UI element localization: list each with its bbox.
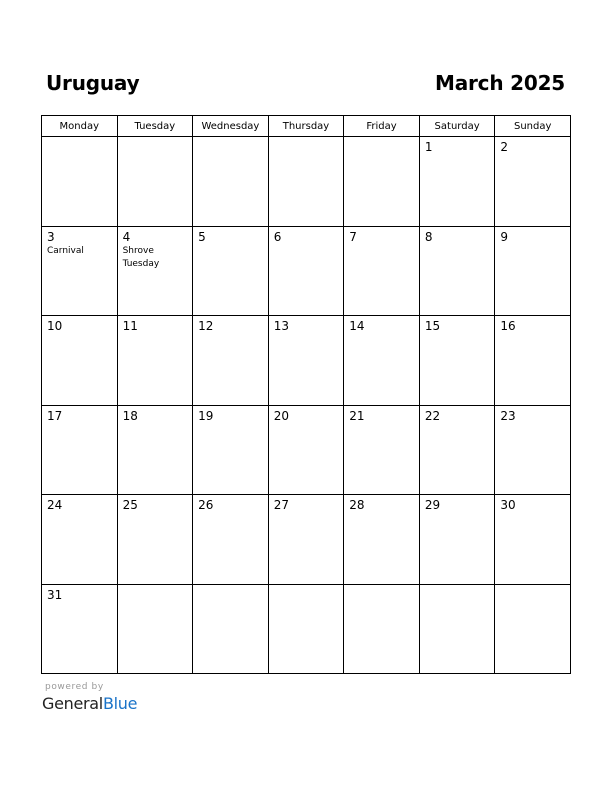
day-number: 25 bbox=[122, 498, 138, 512]
brand-general-text: General bbox=[42, 694, 103, 713]
empty-day-cell bbox=[344, 137, 420, 227]
day-cell-5 bbox=[193, 226, 269, 316]
day-number: 24 bbox=[47, 498, 63, 512]
day-number: 21 bbox=[349, 408, 365, 423]
day-cell-16 bbox=[495, 316, 571, 406]
day-cell-30 bbox=[495, 495, 571, 585]
day-number: 22 bbox=[424, 408, 441, 423]
day-cell-28 bbox=[344, 495, 420, 585]
day-number: 27 bbox=[273, 498, 289, 512]
weekday-header-thursday: Thursday bbox=[268, 116, 344, 137]
day-number: 1 bbox=[424, 140, 433, 154]
day-cell-21 bbox=[344, 405, 420, 495]
day-number: 5 bbox=[198, 229, 206, 244]
day-number: 4 bbox=[122, 229, 131, 244]
day-cell-18 bbox=[117, 405, 193, 495]
holiday-label: Shrove Tuesday bbox=[122, 245, 160, 269]
day-cell-25 bbox=[117, 495, 193, 585]
country-title: Uruguay bbox=[46, 71, 140, 95]
day-number: 10 bbox=[47, 319, 63, 333]
day-number: 16 bbox=[500, 319, 516, 333]
day-number: 14 bbox=[349, 319, 365, 333]
empty-day-cell bbox=[42, 137, 118, 227]
generalblue-logo bbox=[42, 694, 137, 713]
day-cell-20 bbox=[268, 405, 344, 495]
day-cell-23 bbox=[495, 405, 571, 495]
powered-by-label: powered by bbox=[45, 682, 104, 692]
day-cell-31 bbox=[42, 584, 118, 674]
day-cell-10 bbox=[42, 316, 118, 406]
day-number: 17 bbox=[47, 408, 63, 423]
day-cell-4 bbox=[117, 226, 193, 316]
empty-day-cell bbox=[193, 584, 269, 674]
week-row bbox=[42, 584, 571, 674]
day-cell-27 bbox=[268, 495, 344, 585]
day-cell-13 bbox=[268, 316, 344, 406]
day-cell-1 bbox=[419, 137, 495, 227]
week-row bbox=[42, 495, 571, 585]
day-number: 19 bbox=[198, 408, 214, 423]
day-number: 7 bbox=[349, 229, 357, 244]
day-cell-7 bbox=[344, 226, 420, 316]
holiday-label: Carnival bbox=[47, 245, 84, 256]
empty-day-cell bbox=[419, 584, 495, 674]
month-title: March 2025 bbox=[435, 71, 565, 95]
day-cell-11 bbox=[117, 316, 193, 406]
day-cell-6 bbox=[268, 226, 344, 316]
day-cell-3 bbox=[42, 226, 118, 316]
day-number: 6 bbox=[273, 229, 282, 244]
calendar-grid bbox=[41, 115, 571, 674]
weekday-header-sunday: Sunday bbox=[495, 116, 571, 137]
day-cell-15 bbox=[419, 316, 495, 406]
day-number: 20 bbox=[273, 408, 289, 423]
weekday-header-wednesday: Wednesday bbox=[193, 116, 269, 137]
day-number: 30 bbox=[500, 498, 516, 512]
week-row bbox=[42, 405, 571, 495]
day-number: 29 bbox=[424, 498, 441, 512]
day-cell-29 bbox=[419, 495, 495, 585]
day-number: 13 bbox=[273, 319, 289, 333]
weekday-header-saturday: Saturday bbox=[419, 116, 495, 137]
day-cell-2 bbox=[495, 137, 571, 227]
day-cell-17 bbox=[42, 405, 118, 495]
day-cell-12 bbox=[193, 316, 269, 406]
day-cell-14 bbox=[344, 316, 420, 406]
day-number: 2 bbox=[500, 140, 509, 154]
week-row bbox=[42, 226, 571, 316]
week-row bbox=[42, 137, 571, 227]
day-number: 23 bbox=[500, 408, 516, 423]
day-number: 31 bbox=[47, 587, 63, 602]
day-number: 18 bbox=[122, 408, 138, 423]
day-number: 11 bbox=[122, 319, 138, 333]
day-cell-26 bbox=[193, 495, 269, 585]
week-row bbox=[42, 316, 571, 406]
day-number: 3 bbox=[47, 229, 55, 244]
day-cell-24 bbox=[42, 495, 118, 585]
day-number: 9 bbox=[500, 229, 509, 244]
empty-day-cell bbox=[495, 584, 571, 674]
weekday-header-tuesday: Tuesday bbox=[117, 116, 193, 137]
day-cell-9 bbox=[495, 226, 571, 316]
empty-day-cell bbox=[344, 584, 420, 674]
day-cell-19 bbox=[193, 405, 269, 495]
day-cell-22 bbox=[419, 405, 495, 495]
empty-day-cell bbox=[117, 584, 193, 674]
empty-day-cell bbox=[193, 137, 269, 227]
day-cell-8 bbox=[419, 226, 495, 316]
empty-day-cell bbox=[268, 584, 344, 674]
weekday-header-row bbox=[42, 116, 571, 137]
weekday-header-friday: Friday bbox=[344, 116, 420, 137]
day-number: 8 bbox=[424, 229, 433, 244]
day-number: 26 bbox=[198, 498, 214, 512]
day-number: 28 bbox=[349, 498, 365, 512]
empty-day-cell bbox=[268, 137, 344, 227]
day-number: 12 bbox=[198, 319, 214, 333]
weekday-header-monday: Monday bbox=[42, 116, 118, 137]
brand-blue-text: Blue bbox=[102, 694, 138, 713]
empty-day-cell bbox=[117, 137, 193, 227]
day-number: 15 bbox=[424, 319, 441, 333]
